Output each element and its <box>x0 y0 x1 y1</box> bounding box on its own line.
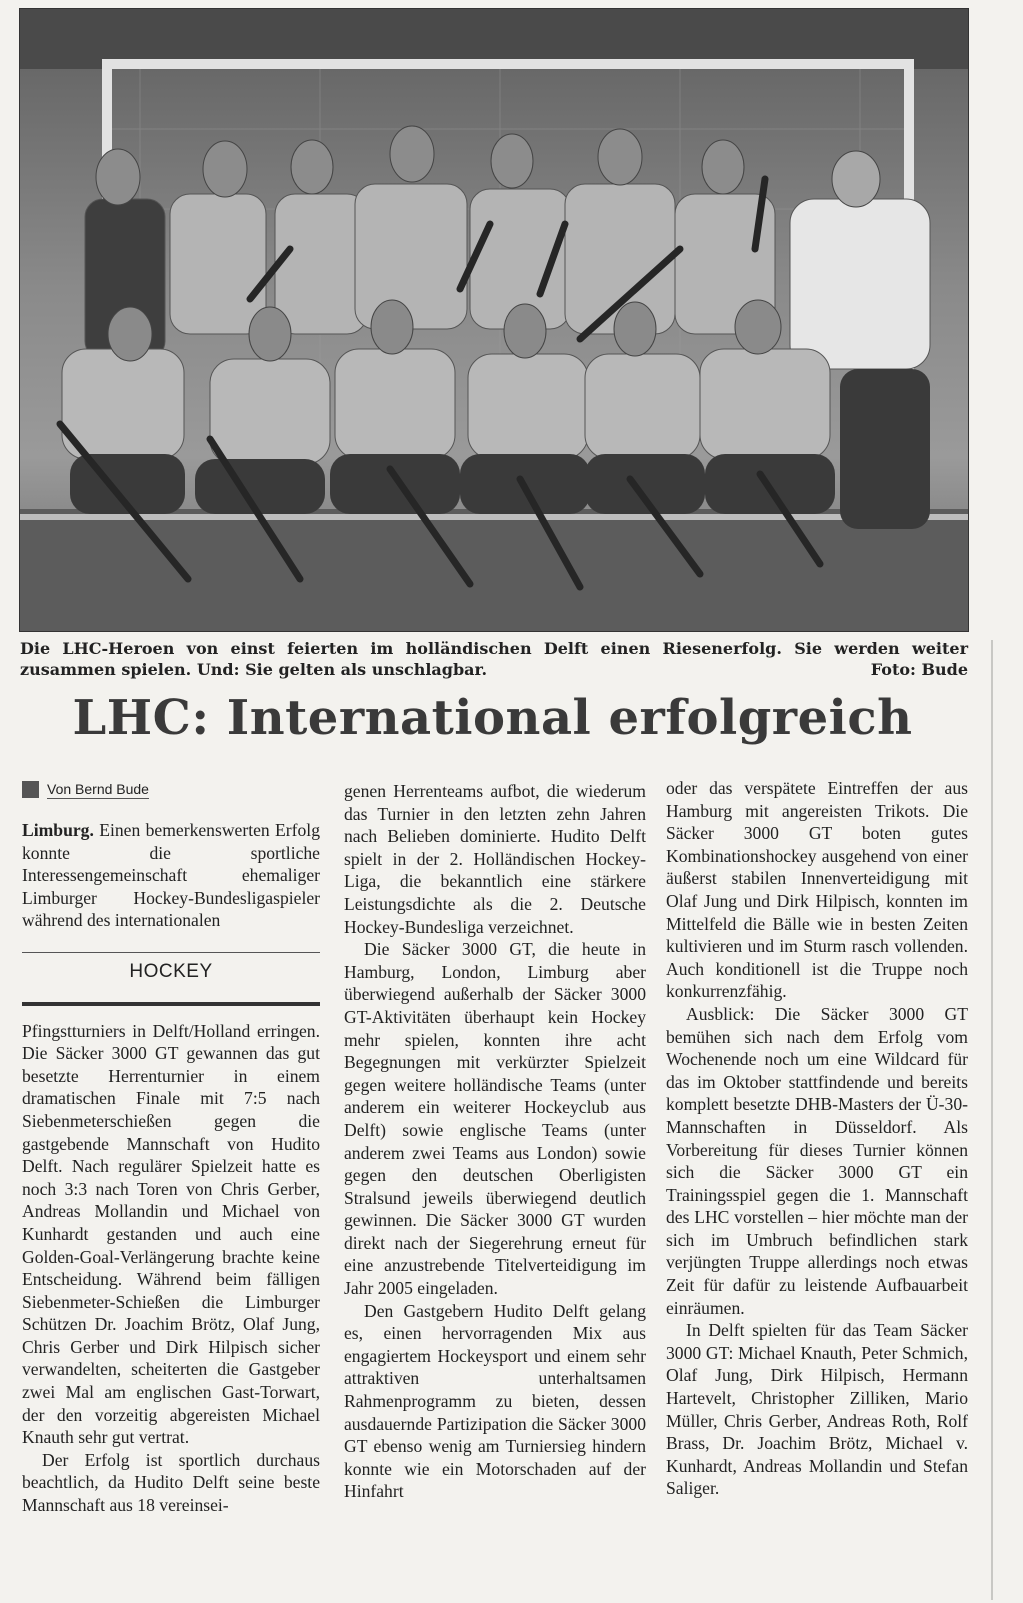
paragraph: Der Erfolg ist sportlich durchaus beachtlich, da Hudito Delft seine beste Mannschaft aus 18 vereinsei- <box>22 1449 320 1516</box>
caption-text: Die LHC-Heroen von einst feierten im holländischen Delft einen Riesenerfolg. Sie werden weiter zusammen spielen. Und: Sie gelten als unschlagbar. <box>20 639 968 679</box>
paragraph: Den Gastgebern Hudito Delft gelang es, einen hervorragenden Mix aus engagiertem Hockeysport und einem sehr attraktiven unterhaltsamen Rahmenprogramm zu bieten, dessen ausdauernde Partizipation die Säcker 3000 GT ebenso wenig am Turniersieg hindern konnte wie ein Motorschaden auf der Hinfahrt <box>344 1300 646 1502</box>
paragraph: oder das verspätete Eintreffen der aus Hamburg mit angereisten Trikots. Die Säcker 3000 GT boten gutes Kombinationshockey ausgehend von einer äußerst stabilen Innenverteidigung mit Olaf Jung und Dirk Hilpisch, konnten im Mittelfeld die Bälle wie in besten Zeiten kultivieren und im Sturm rasch vollenden. Auch konditionell ist die Truppe noch konkurrenzfähig. <box>666 778 968 1002</box>
paragraph: Die Säcker 3000 GT, die heute in Hamburg, London, Limburg aber überwiegend außerhalb der Säcker 3000 GT-Aktivitäten überhaupt kein Hockey mehr spielen, konnten ihre acht Begegnungen mit verkürzter Spielzeit gegen weitere holländische Teams (unter anderem ein weiterer Hockeyclub aus Delft) sowie englische Teams (unter anderem zwei Teams aus London) sowie gegen den deutschen Oberligisten Stralsund jeweils überwiegend deutlich gewinnen. Die Säcker 3000 GT wurden direkt nach der Siegerehrung erneut für eine anzustrebende Titelverteidigung im Jahr 2005 eingeladen. <box>344 939 646 1299</box>
photo-credit: Foto: Bude <box>870 660 968 679</box>
paragraph: Pfingstturniers in Delft/Holland erringen. Die Säcker 3000 GT gewannen das gut besetzte Herrenturnier in einem dramatischen Finale mit 7:5 nach Siebenmeterschießen gegen die gastgebende Mannschaft von Hudito Delft. Nach regulärer Spielzeit hatte es noch 3:3 nach Toren von Chris Gerber, Andreas Mollandin und Michael von Kunhardt gestanden und auch eine Golden-Goal-Verlängerung brachte keine Entscheidung. Während beim fälligen Siebenmeter-Schießen die Limburger Schützen Dr. Joachim Brötz, Olaf Jung, Chris Gerber und Dirk Hilpisch sicher verwandelten, scheiterten die Gastgeber zwei Mal am englischen Gast-Torwart, der den vorzeitig abgereisten Michael Knauth sehr gut vertrat. <box>22 1020 320 1448</box>
team-photo-image <box>20 9 968 631</box>
article-column-3 <box>666 777 968 1500</box>
paragraph: In Delft spielten für das Team Säcker 3000 GT: Michael Knauth, Peter Schmich, Olaf Jung, Dirk Hilpisch, Hermann Hartevelt, Christopher Zilliken, Mario Müller, Chris Gerber, Andreas Roth, Rolf Brass, Dr. Joachim Brötz, Michael v. Kunhardt, Andreas Mollandin und Stefan Saliger. <box>666 1320 968 1499</box>
dateline-place: Limburg. <box>22 820 94 840</box>
article-column-2 <box>344 780 646 1503</box>
headline: LHC: International erfolgreich <box>72 690 913 746</box>
byline-author: Von Bernd Bude <box>47 781 149 797</box>
paragraph: Ausblick: Die Säcker 3000 GT bemühen sich nach dem Erfolg vom Wochenende noch um eine Wildcard für das im Oktober stattfindende und bereits komplett besetzte DHB-Masters der Ü-30-Mannschaften in Düsseldorf. Als Vorbereitung für dieses Turnier können sich die Säcker 3000 GT ein Trainingsspiel gegen die 1. Mannschaft des LHC vorstellen – hier möchte man der sich im Umbruch befindlichen stark verjüngten Truppe allerdings noch etwas Zeit für dafür zu leistende Aufbauarbeit einräumen. <box>666 1003 968 1318</box>
byline-square-icon <box>22 781 39 798</box>
team-photo <box>19 8 969 632</box>
byline <box>22 780 320 799</box>
section-rubric: HOCKEY <box>22 952 320 1006</box>
paragraph: genen Herrenteams aufbot, die wiederum das Turnier in den letzten zehn Jahren nach Belieben dominierte. Hudito Delft spielt in der 2. Holländischen Hockey-Liga, die bekanntlich eine stärkere Leistungsdichte als die 2. Deutsche Hockey-Bundesliga verzeichnet. <box>344 781 646 937</box>
lead-paragraph <box>22 819 320 932</box>
lead-text: Einen bemerkenswerten Erfolg konnte die sportliche Interessengemeinschaft ehemaliger Limburger Hockey-Bundesligaspieler während des internationalen <box>22 820 320 931</box>
scan-edge-line <box>991 640 993 1600</box>
article-column-1 <box>22 780 320 1517</box>
photo-caption <box>20 638 968 680</box>
